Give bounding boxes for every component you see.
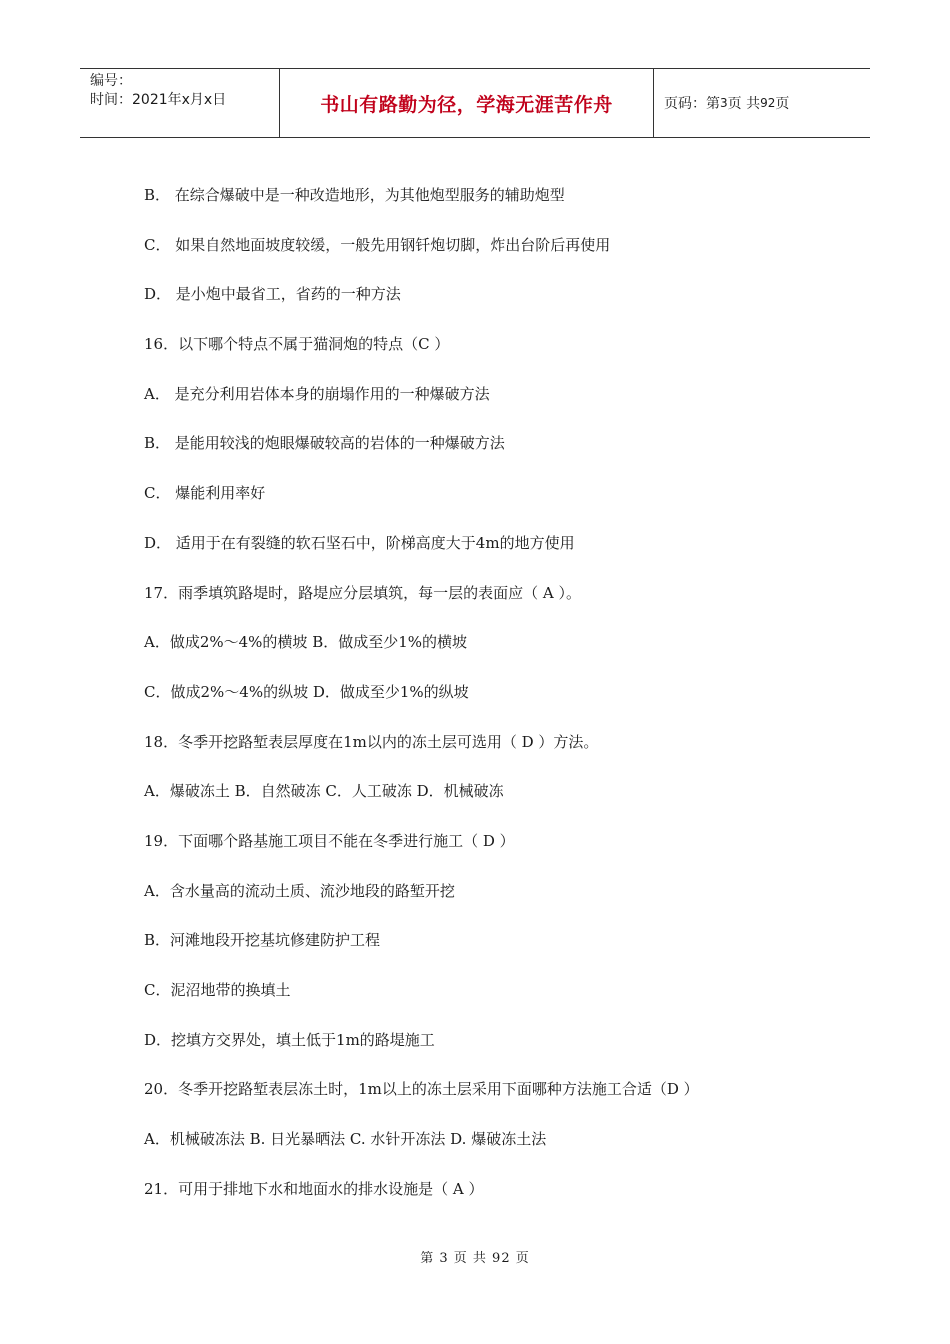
question-18: 18．冬季开挖路堑表层厚度在1m以内的冻土层可选用（ D ）方法。: [144, 732, 599, 751]
document-body: [144, 182, 824, 1225]
text-line: A．做成2%～4%的横坡 B．做成至少1%的横坡: [144, 633, 468, 652]
text-line: B． 是能用较浅的炮眼爆破较高的岩体的一种爆破方法: [144, 434, 505, 453]
text-line: C．泥沼地带的换填土: [144, 981, 291, 999]
text-line: D．挖填方交界处，填土低于1m的路堤施工: [144, 1030, 435, 1049]
header-page-info: [654, 69, 870, 137]
text-line: A．含水量高的流动土质、流沙地段的路堑开挖: [144, 881, 455, 900]
text-line: C． 爆能利用率好: [144, 484, 266, 503]
question-21: 21．可用于排地下水和地面水的排水设施是（ A ）: [144, 1179, 484, 1198]
text-line: D． 是小炮中最省工，省药的一种方法: [144, 285, 401, 304]
question-20: 20．冬季开挖路堑表层冻土时，1m以上的冻土层采用下面哪种方法施工合适（D ）: [144, 1080, 699, 1099]
header-meta: [80, 69, 280, 137]
text-line: A． 是充分利用岩体本身的崩塌作用的一种爆破方法: [144, 384, 490, 403]
document-number-label: 编号：: [90, 73, 132, 89]
question-16: 16．以下哪个特点不属于猫洞炮的特点（C ）: [144, 335, 450, 354]
header-motto: 书山有路勤为径，学海无涯苦作舟: [280, 69, 654, 137]
text-line: B．河滩地段开挖基坑修建防护工程: [144, 931, 381, 950]
page-suffix: 页: [775, 96, 790, 112]
question-17: 17．雨季填筑路堤时，路堤应分层填筑，每一层的表面应（ A ）。: [144, 583, 581, 602]
page-footer: 第 3 页 共 92 页: [420, 1251, 530, 1266]
text-line: D． 适用于在有裂缝的软石坚石中，阶梯高度大于4m的地方使用: [144, 533, 575, 552]
document-time: 时间：2021年x月x日: [90, 92, 227, 108]
page-prefix: 页码：第: [664, 96, 720, 112]
text-line: A．爆破冻土 B．自然破冻 C．人工破冻 D．机械破冻: [144, 782, 504, 801]
text-line: C．做成2%～4%的纵坡 D．做成至少1%的纵坡: [144, 682, 469, 701]
question-19: 19．下面哪个路基施工项目不能在冬季进行施工（ D ）: [144, 831, 515, 850]
page-header: [80, 68, 870, 138]
text-line: C． 如果自然地面坡度较缓，一般先用钢钎炮切脚，炸出台阶后再使用: [144, 235, 611, 254]
page-current: 3: [720, 96, 728, 110]
page-total: 92: [760, 96, 776, 110]
text-line: B． 在综合爆破中是一种改造地形，为其他炮型服务的辅助炮型: [144, 186, 565, 204]
text-line: A．机械破冻法 B. 日光暴晒法 C. 水针开冻法 D. 爆破冻土法: [144, 1130, 547, 1149]
page-mid: 页 共: [727, 96, 761, 112]
